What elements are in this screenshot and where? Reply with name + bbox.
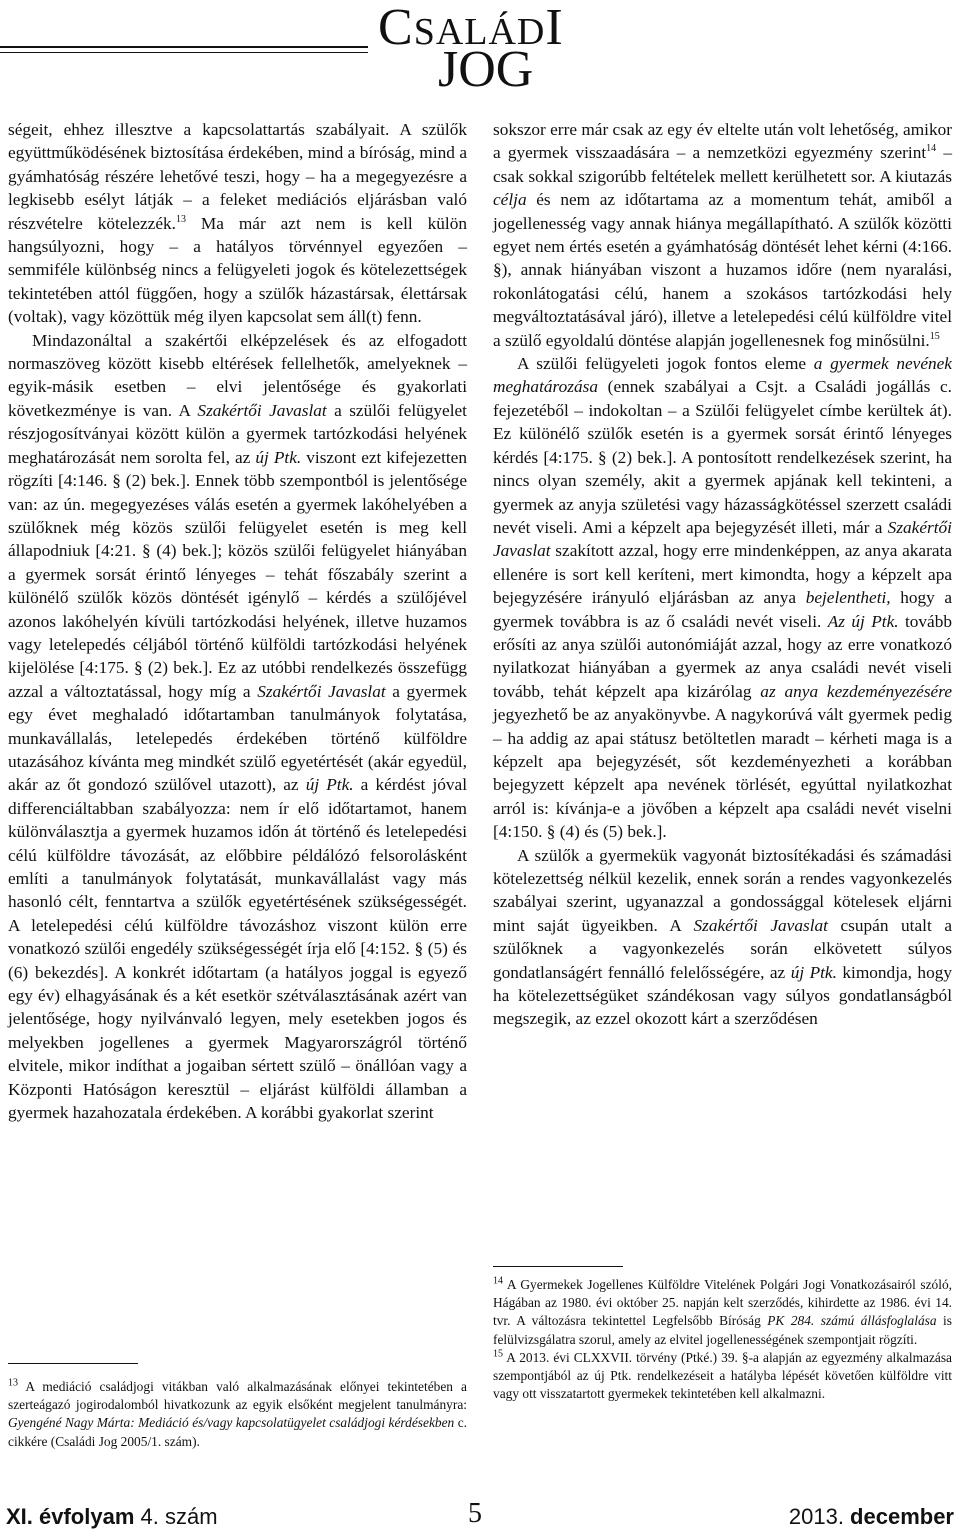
footnote-ref-14: 14 <box>926 143 937 155</box>
logo-line-1: CSALÁDI <box>378 0 564 56</box>
issue-date: 2013. december <box>788 1504 954 1529</box>
paragraph: A szülők a gyermekük vagyonát biztosítékadási és számadási kötelezettség nélkül kezelik, ennek során a rendes vagyonkezelés szabályai szerint, ugyanazzal a gondossággal kötelesek eljárni mint saját ügyeikben. A Szakértői Javaslat csupán utalt a szülőknek a vagyonkezelés során elkövetett súlyos gondatlanságért fennálló felelősségére, az új Ptk. kimondja, hogy ha kötelezettségüket szándékosan vagy súlyos gondatlanságból megszegik, az ezzel okozott kárt a szerződésen <box>493 845 952 1029</box>
footnote-13: $^{13}$ A mediáció családjogi vitákban való alkalmazásának előnyei tekintetében a szerteágazó jogirodalomból hivatkozunk az egyik elsőként megjelent tanulmányra: Gyengéné Nagy Márta: Mediáció és/vagy kapcsolatügyelet családjogi kérdésekben c. cikkére (Családi Jog 2005/1. szám). <box>8 1377 467 1449</box>
paragraph: Mindazonáltal a szakértői elképzelések és az elfogadott normaszöveg között kisebb eltérések fellelhetők, amelyeknek – egyik-másik esetben – elvi jelentősége és gyakorlati következménye is van. A Szakértői Javaslat a szülői felügyelet részjogosítványai között külön a gyermek tartózkodási helyének meghatározását nem sorolta fel, az új Ptk. viszont ezt kifejezetten rögzíti [4:146. § (2) bek.]. Ennek több szempontból is jelentősége van: az ún. megegyezéses válás esetén a gyermek lakóhelyében a szülőknek még közös szülői felügyelet esetén is meg kell állapodniuk [4:21. § (4) bek.]; közös szülői felügyelet hiányában a gyermek sorsát érintő lényeges – tehát főszabály szerint a különélő szülők közös döntését igénylő – kérdés a szülőjével azonos lakóhelyén kívüli tartózkodási helyének, illetve huzamos vagy letelepedés céljából történő külföldi tartózkodási helyének kijelölése [4:175. § (2) bek.]. Ez az utóbbi rendelkezés összefügg azzal a változtatással, hogy míg a Szakértői Javaslat a gyermek egy évet meghaladó időtartamban tanulmányok folytatása, munkavállalás, letelepedés érdekében történő külföldre utazásához kívánta meg mindkét szülő egyetértését (akár egyedül, akár az őt gondozó szülővel utazott), az új Ptk. a kérdést jóval differenciáltabban szabályozza: nem ír elő időtartamot, hanem különválasztja a gyermek huzamos időn át történő és letelepedési célú külföldre távozását, az előbbire példálózó felsorolásként említi a tanulmányok folytatását, munkavállalást vagy más hasonló célt, fenntartva a szülők egyetértésének szükségességét. A letelepedési célú külföldre távozáshoz viszont külön erre vonatkozó szülői engedély szükségességét írja elő [4:152. § (5) és (6) bekezdés]. A konkrét időtartam (a hatályos joggal is egyező egy év) elhagyásának és a két esetkör szétválasztásának azért van jelentősége, hogy nyilvánvaló legyen, mely esetekben jogos és melyekben jogellenes a gyermek Magyarországról történő elvitele, mikor indíthat a jogaiban sértett szülő – önállóan vagy a Központi Hatóságon keresztül – eljárást külföldi államban a gyermek hazahozatala érdekében. A korábbi gyakorlat szerint <box>8 330 467 1123</box>
paragraph: sokszor erre már csak az egy év eltelte után volt lehetőség, amikor a gyermek visszaadására – a nemzetközi egyezmény szerint$^{14}$ – csak sokkal szigorúbb feltételek mellett kerülhetett sor. A kiutazás célja és nem az időtartama az a momentum tehát, amiből a jogellenesség vagy annak hiánya megállapítható. A szülők közötti egyet nem értés esetén a gyámhatóság döntését lehet kérni (4:166. §), annak hiányában viszont a huzamos időre (nem nyaralási, rokonlátogatási célú, hanem a szokásos tartózkodási hely megváltoztatásával járó), illetve a letelepedési célú külföldre vitel a szülő egyoldalú döntése alapján jogellenesnek fog minősülni.$^{15}$ <box>493 120 952 350</box>
footnotes-right <box>493 1276 952 1403</box>
header-rule <box>0 46 368 48</box>
left-column <box>8 118 467 1124</box>
footnote-14: $^{14}$ A Gyermekek Jogellenes Külföldre Vitelének Polgári Jogi Vonatkozásairól szóló, Hágában az 1980. évi október 25. napján kelt szerződés, kihirdette az 1986. évi 14. tvr. A változásra tekintettel Legfelsőbb Bíróság PK 284. számú állásfoglalása is felülvizsgálatra szorul, amely az elvitel jogellenességének szempontjait rögzíti. <box>493 1275 952 1347</box>
logo-line-2: JOG <box>438 41 534 98</box>
footnote-15: $^{15}$ A 2013. évi CLXXVII. törvény (Ptké.) 39. §-a alapján az egyezmény alkalmazása szempontjából az új Ptk. rendelkezéseit a hatályba lépését követően külföldre vitt vagy ott visszatartott gyermekek tekintetében kell alkalmazni. <box>493 1348 952 1402</box>
page-footer <box>0 1498 960 1534</box>
right-column <box>493 118 952 1031</box>
journal-logo <box>378 2 578 102</box>
paragraph: ségeit, ehhez illesztve a kapcsolattartás szabályait. A szülők együttműködésének biztosítása érdekében, mind a bíróság, mind a gyámhatóság részére lehetővé teszi, hogy – ha a megegyezésre a legkisebb esélyt látják – a feleket mediációs eljárásban való részvételre kötelezzék.$^{13}$ Ma már azt nem is kell külön hangsúlyozni, hogy – a hatályos törvénnyel egyezően – semmiféle különbség nincs a felügyeleti jogok és kötelezettségek tekintetében attól függően, hogy a szülők házastársak, élettársak (voltak), vagy közöttük még ilyen kapcsolat sem áll(t) fenn. <box>8 120 467 327</box>
footnote-rule-left <box>8 1363 138 1364</box>
volume-label: XI. évfolyam 4. szám <box>6 1504 218 1529</box>
footnote-ref-13: 13 <box>175 213 186 225</box>
page-number: 5 <box>468 1498 482 1529</box>
header-rule-thin <box>0 52 368 53</box>
footnote-rule-right <box>493 1266 623 1267</box>
paragraph: A szülői felügyeleti jogok fontos eleme a gyermek nevének meghatározása (ennek szabályai a Csjt. a Családi jogállás c. fejezetéből – indokoltan – a Szülői felügyelet címbe kerültek át). Ez különélő szülők esetén is a gyermek sorsát érintő lényeges kérdés [4:175. § (2) bek.]. A pontosított rendelkezések szerint, ha nincs olyan személy, akit a gyermek apjának kell tekinteni, a gyermek az anyja születési vagy házasságkötéssel szerzett családi nevét viseli. Ami a képzelt apa bejegyzését illeti, már a Szakértői Javaslat szakított azzal, hogy erre mindenképpen, az anya akarata ellenére is sort kell keríteni, mert kimondta, hogy a képzelt apa bejegyzésére irányuló eljárásban az anya bejelentheti, hogy a gyermek továbbra is az ő családi nevét viseli. Az új Ptk. tovább erősíti az anya szülői autonómiáját azzal, hogy az erre vonatkozó nyilatkozat hiányában a gyermek az anya családi nevét viseli tovább, tehát képzelt apa kizárólag az anya kezdeményezésére jegyezhető be az anyakönyvbe. A nagykorúvá vált gyermek pedig – ha addig az apai státusz betöltetlen maradt – kérheti maga is a képzelt apa bejegyzését, sőt kezdeményezheti a korábban bejegyzett képzelt apa nevének törlését, egyúttal nyilatkozhat arról is: kívánja-e a jövőben a képzelt apa családi nevét viselni [4:150. § (4) és (5) bek.]. <box>493 354 953 842</box>
footnote-ref-15: 15 <box>929 330 940 342</box>
